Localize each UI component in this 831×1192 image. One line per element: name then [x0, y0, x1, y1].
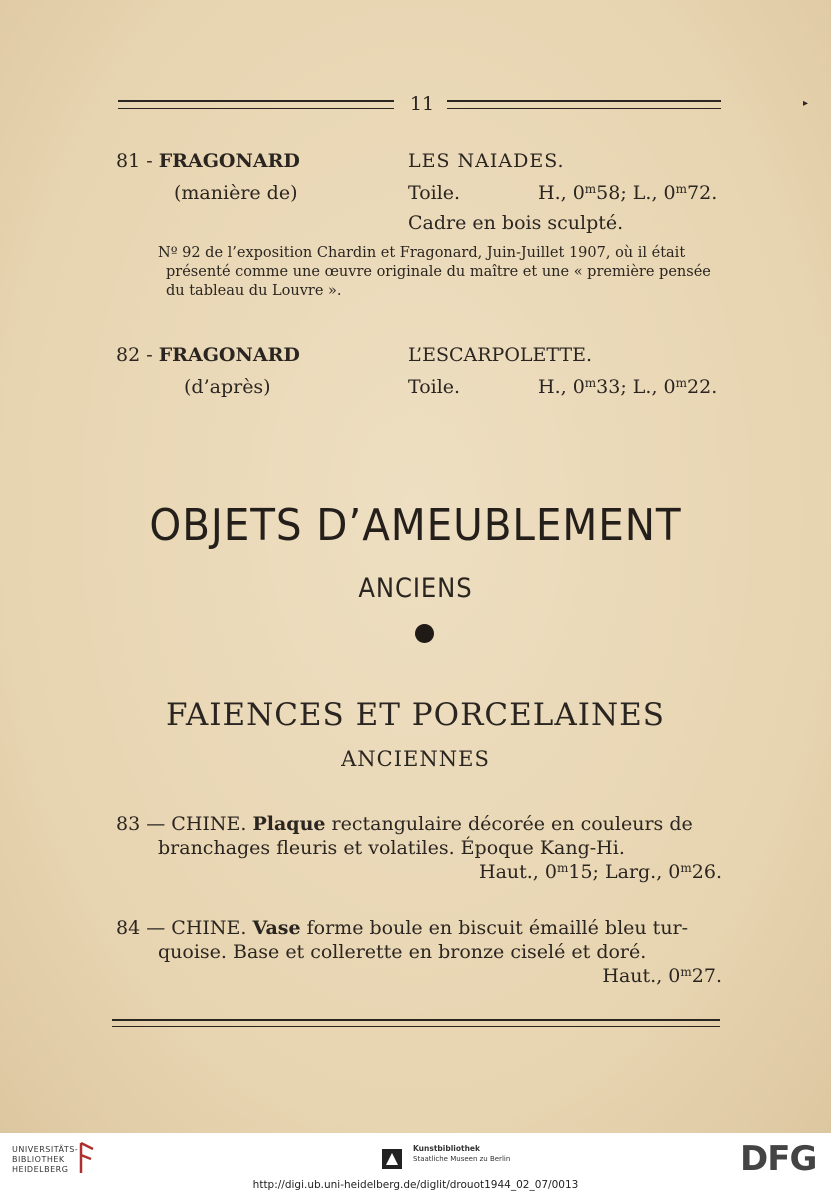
item-line-2: quoise. Base et collerette en bronze ciselé et doré.: [158, 941, 647, 963]
entry-note: Nº 92 de l’exposition Chardin et Fragonard, Juin-Juillet 1907, où il était présenté comme une œuvre originale du maître et une « première pensée du tableau du Louvre ».: [158, 245, 711, 299]
margin-mark: ▸: [803, 98, 809, 109]
entry-attribution: (d’après): [184, 376, 271, 398]
page-number: 11: [409, 93, 435, 115]
kunstbibliothek-logo-icon: [380, 1147, 404, 1171]
source-url[interactable]: http://digi.ub.uni-heidelberg.de/diglit/drouot1944_02_07/0013: [252, 1179, 579, 1191]
entry-medium: Toile.: [408, 376, 461, 398]
entry-dimensions: H., 0$^m$58; L., 0$^m$72.: [538, 182, 718, 204]
entry-title: LES NAIADES.: [408, 150, 565, 172]
kunstbibliothek-logo-text: Kunstbibliothek Staatliche Museen zu Berlin: [413, 1144, 511, 1163]
section-title: OBJETS D’AMEUBLEMENT: [149, 500, 682, 551]
subsection-subtitle: ANCIENNES: [341, 747, 490, 771]
item-line-1: 84 — CHINE. Vase forme boule en biscuit émaillé bleu tur-: [116, 917, 689, 939]
entry-number: 82: [116, 344, 141, 366]
digitization-footer: [0, 1133, 831, 1192]
entry-medium: Toile.: [408, 182, 461, 204]
entry-82-number-line: 82 - FRAGONARD: [116, 344, 300, 366]
item-84: [116, 916, 722, 988]
entry-artist: FRAGONARD: [158, 344, 300, 366]
dfg-logo: DFG: [740, 1139, 817, 1179]
item-dimensions: Haut., 0$^m$27.: [602, 965, 722, 987]
entry-81-number-line: 81 - FRAGONARD: [116, 150, 300, 172]
header-rule-right: [447, 100, 721, 109]
entry-dimensions: H., 0$^m$33; L., 0$^m$22.: [538, 376, 718, 398]
heidelberg-logo-icon: [78, 1141, 96, 1175]
ornament-dot: [415, 624, 434, 643]
item-83: [116, 812, 722, 884]
entry-frame: Cadre en bois sculpté.: [408, 212, 624, 234]
item-line-1: 83 — CHINE. Plaque rectangulaire décorée en couleurs de: [116, 813, 693, 835]
item-dimensions: Haut., 0$^m$15; Larg., 0$^m$26.: [479, 861, 722, 883]
entry-artist: FRAGONARD: [158, 150, 300, 172]
footer-rule: [112, 1019, 720, 1027]
entry-attribution: (manière de): [174, 182, 298, 204]
item-line-2: branchages fleuris et volatiles. Époque Kang-Hi.: [158, 837, 625, 859]
header-rule-left: [118, 100, 394, 109]
heidelberg-logo-text: UNIVERSITÄTS- BIBLIOTHEK HEIDELBERG: [12, 1145, 79, 1174]
section-subtitle: ANCIENS: [358, 573, 473, 604]
entry-number: 81: [116, 150, 141, 172]
subsection-title: FAIENCES ET PORCELAINES: [166, 697, 665, 733]
entry-title: L’ESCARPOLETTE.: [408, 344, 593, 366]
